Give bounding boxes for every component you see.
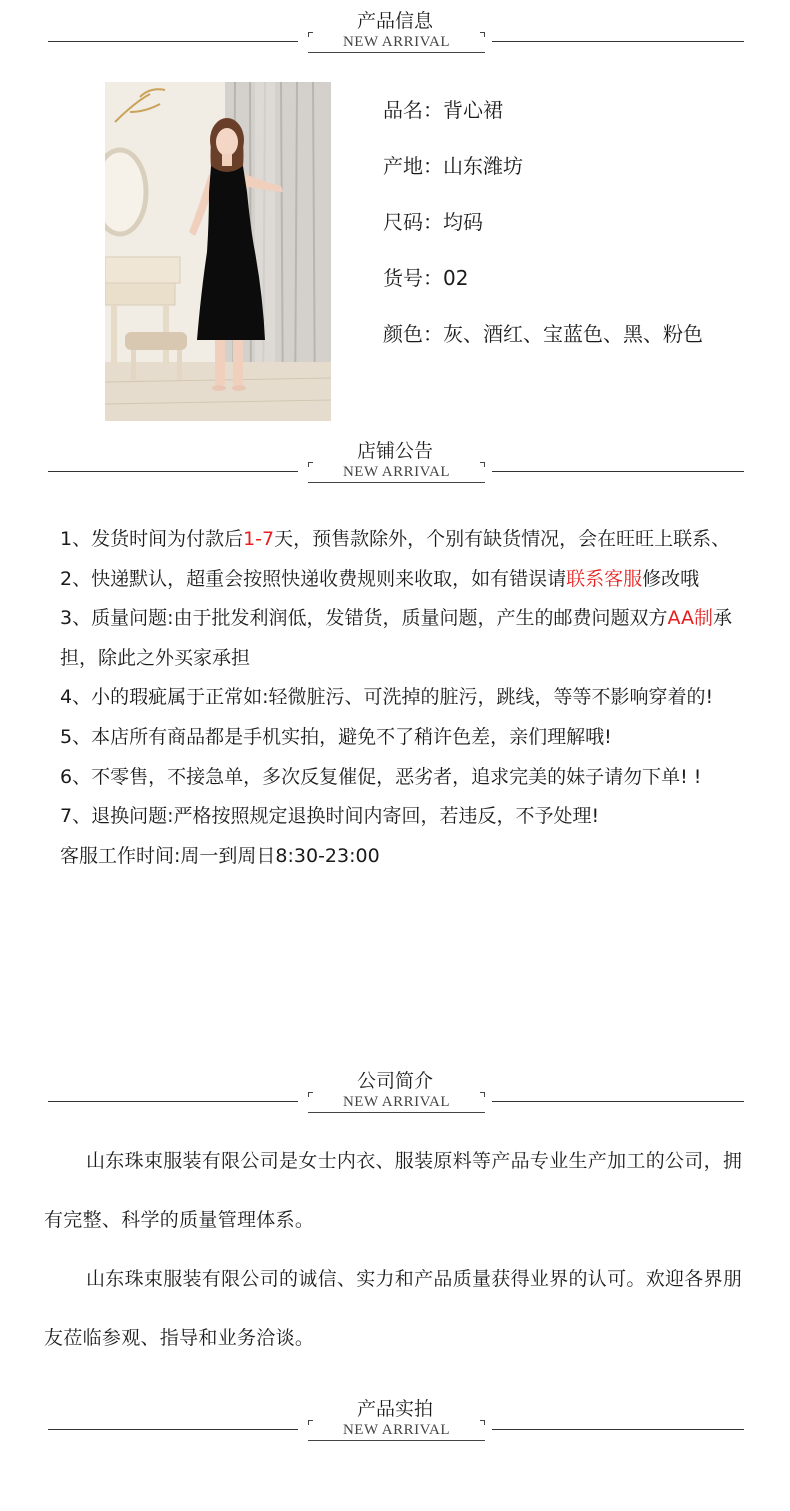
- section-subtitle: NEW ARRIVAL: [308, 462, 485, 483]
- product-photo: [105, 82, 331, 421]
- service-hours: 客服工作时间:周一到周日8:30-23:00: [60, 844, 380, 867]
- product-size-value: 均码: [443, 210, 483, 234]
- product-colors-row: [383, 320, 703, 348]
- divider-right: [492, 41, 744, 42]
- company-paragraph-1: 山东珠束服装有限公司是女士内衣、服装原料等产品专业生产加工的公司，拥有完整、科学的质量管理体系。: [44, 1150, 743, 1231]
- divider-left: [48, 1101, 298, 1102]
- divider-right: [492, 1101, 744, 1102]
- notice-item-2: 2、快递默认，超重会按照快递收费规则来收取，如有错误请联系客服修改哦: [60, 567, 700, 590]
- divider-left: [48, 1429, 298, 1430]
- divider-right: [492, 1429, 744, 1430]
- divider-left: [48, 471, 298, 472]
- section-header-store-notice: [0, 438, 790, 498]
- divider-right: [492, 471, 744, 472]
- product-name-row: [383, 96, 503, 124]
- product-itemno-value: 02: [443, 266, 469, 290]
- section-subtitle: NEW ARRIVAL: [308, 32, 485, 53]
- section-header-product-info: [0, 8, 790, 68]
- notice-item-5: 5、本店所有商品都是手机实拍，避免不了稍许色差，亲们理解哦!: [60, 725, 612, 748]
- product-colors-value: 灰、酒红、宝蓝色、黑、粉色: [443, 322, 703, 346]
- contact-service-link[interactable]: 联系客服: [566, 567, 643, 590]
- store-notice-list: [60, 520, 760, 876]
- section-title: 产品信息: [356, 10, 433, 32]
- section-subtitle: NEW ARRIVAL: [308, 1420, 485, 1441]
- highlight-text: AA制: [667, 607, 714, 630]
- section-title: 店铺公告: [356, 440, 433, 462]
- company-paragraph-2: 山东珠束服装有限公司的诚信、实力和产品质量获得业界的认可。欢迎各界朋友莅临参观、指导和业务洽谈。: [44, 1268, 743, 1349]
- product-name-label: 品名：: [383, 98, 443, 122]
- divider-left: [48, 41, 298, 42]
- product-origin-value: 山东潍坊: [443, 154, 523, 178]
- section-header-company-intro: [0, 1068, 790, 1128]
- notice-item-6: 6、不零售，不接急单，多次反复催促，恶劣者，追求完美的妹子请勿下单! !: [60, 765, 702, 788]
- product-size-row: [383, 208, 483, 236]
- notice-item-7: 7、退换问题:严格按照规定退换时间内寄回，若违反，不予处理!: [60, 805, 600, 828]
- product-size-label: 尺码：: [383, 210, 443, 234]
- product-itemno-row: [383, 264, 468, 292]
- section-subtitle: NEW ARRIVAL: [308, 1092, 485, 1113]
- section-title: 产品实拍: [356, 1398, 433, 1420]
- product-origin-row: [383, 152, 523, 180]
- notice-item-3: 3、质量问题:由于批发利润低，发错货，质量问题，产生的邮费问题双方AA制承担，除此之外买家承担: [60, 607, 733, 669]
- company-intro-text: [44, 1132, 754, 1368]
- product-name-value: 背心裙: [443, 98, 503, 122]
- notice-item-4: 4、小的瑕疵属于正常如:轻微脏污、可洗掉的脏污，跳线，等等不影响穿着的!: [60, 686, 714, 709]
- section-header-product-photos: [0, 1396, 790, 1456]
- product-origin-label: 产地：: [383, 154, 443, 178]
- notice-item-1: 1、发货时间为付款后1-7天，预售款除外，个别有缺货情况，会在旺旺上联系、: [60, 528, 731, 550]
- highlight-text: 1-7: [243, 528, 275, 550]
- product-itemno-label: 货号：: [383, 266, 443, 290]
- product-colors-label: 颜色：: [383, 322, 443, 346]
- section-title: 公司简介: [356, 1070, 433, 1092]
